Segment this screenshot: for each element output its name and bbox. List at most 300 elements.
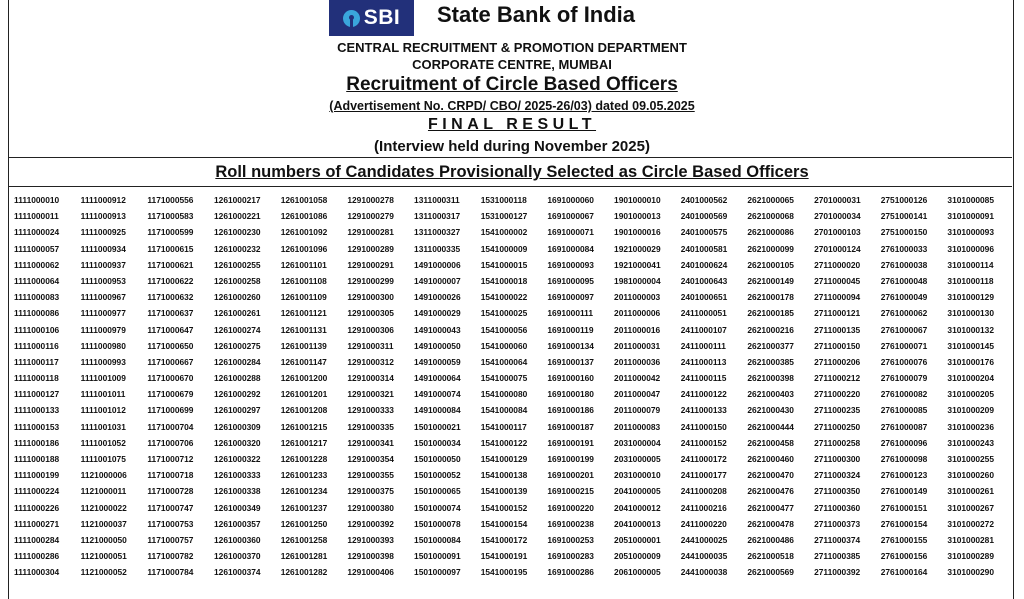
roll-number-cell: 1111000224	[14, 486, 60, 497]
roll-number-cell: 1261001092	[280, 227, 328, 238]
roll-number-cell: 1691000119	[547, 324, 594, 335]
roll-number-cell: 1261001281	[280, 551, 328, 562]
roll-number-cell: 1261000357	[214, 518, 261, 529]
roll-number-cell: 2621000099	[747, 243, 794, 254]
roll-number-cell: 2761000038	[880, 259, 928, 270]
roll-number-cell: 1291000392	[347, 518, 394, 529]
roll-number-cell: 2711000250	[814, 421, 861, 432]
roll-number-cell: 2761000149	[880, 486, 928, 497]
roll-number-cell: 1171000718	[147, 470, 194, 481]
roll-number-cell: 1291000289	[347, 243, 394, 254]
roll-number-cell: 2751000141	[880, 211, 928, 222]
roll-number-cell: 2411000111	[680, 340, 726, 351]
roll-number-cell: 1111000086	[14, 308, 60, 319]
roll-number-cell: 1981000004	[614, 275, 661, 286]
roll-number-cell: 1261000333	[214, 470, 261, 481]
roll-number-cell: 2711000220	[814, 389, 861, 400]
roll-number-cell: 1491000074	[414, 389, 461, 400]
roll-number-cell: 1171000706	[147, 437, 194, 448]
roll-number-cell: 2411000152	[680, 437, 727, 448]
roll-number-cell: 3101000176	[947, 356, 994, 367]
roll-number-cell: 2761000155	[880, 534, 928, 545]
roll-number-cell: 1531000127	[480, 211, 528, 222]
roll-number-cell: 1311000311	[414, 195, 460, 205]
roll-number-cell: 2401000569	[680, 211, 728, 222]
table-row	[14, 389, 1014, 405]
roll-number-cell: 3101000130	[947, 308, 994, 319]
roll-number-cell: 2621000478	[747, 518, 794, 529]
roll-number-cell: 1501000034	[414, 437, 461, 448]
roll-number-cell: 1261000374	[214, 567, 261, 578]
roll-number-cell: 1291000321	[347, 389, 394, 400]
roll-number-cell: 1261001201	[280, 389, 328, 400]
roll-number-cell: 1111000117	[14, 356, 59, 367]
roll-number-cell: 1111000304	[14, 567, 60, 578]
roll-number-cell: 2711000373	[814, 518, 861, 529]
roll-number-cell: 1121000006	[80, 470, 127, 481]
roll-number-cell: 2621000385	[747, 356, 794, 367]
roll-number-cell: 1111000127	[14, 389, 60, 400]
roll-number-cell: 2411000133	[680, 405, 727, 416]
roll-number-cell: 3101000204	[947, 373, 994, 384]
roll-number-cell: 1111000993	[80, 356, 126, 367]
roll-number-cell: 2621000185	[747, 308, 794, 319]
roll-number-cell: 1541000064	[480, 356, 528, 367]
roll-number-cell: 1261001208	[280, 405, 328, 416]
table-row	[14, 373, 1014, 389]
table-row	[14, 276, 1014, 292]
roll-number-cell: 1691000134	[547, 340, 594, 351]
roll-number-cell: 2761000087	[880, 421, 928, 432]
roll-number-cell: 1261001147	[280, 356, 327, 367]
roll-number-cell: 1501000091	[414, 551, 461, 562]
roll-number-cell: 2411000216	[680, 502, 727, 513]
roll-number-cell: 3101000091	[947, 211, 994, 222]
roll-number-cell: 1111000977	[80, 308, 126, 319]
roll-number-cell: 1171000757	[147, 534, 194, 545]
section-title: Roll numbers of Candidates Provisionally Selected as Circle Based Officers	[215, 163, 809, 181]
roll-number-cell: 1541000117	[480, 421, 527, 432]
table-row	[14, 357, 1014, 373]
roll-number-cell: 1261001058	[280, 195, 328, 205]
roll-number-cell: 1501000084	[414, 534, 461, 545]
roll-number-cell: 1261001233	[280, 470, 328, 481]
roll-number-cell: 2401000575	[680, 227, 728, 238]
roll-number-cell: 1291000355	[347, 470, 394, 481]
roll-number-cell: 2011000079	[614, 405, 661, 416]
roll-number-cell: 2621000216	[747, 324, 794, 335]
roll-number-cell: 2621000444	[747, 421, 794, 432]
roll-number-cell: 1111000133	[14, 405, 60, 416]
roll-number-cell: 1111000116	[14, 340, 59, 351]
roll-number-cell: 1111000937	[80, 259, 126, 270]
roll-number-cell: 1491000043	[414, 324, 461, 335]
roll-number-cell: 2621000086	[747, 227, 794, 238]
roll-number-cell: 2441000035	[680, 551, 728, 562]
roll-number-cell: 2621000403	[747, 389, 794, 400]
roll-number-cell: 2701000031	[814, 195, 861, 205]
roll-number-cell: 2031000010	[614, 470, 661, 481]
roll-number-cell: 2621000430	[747, 405, 794, 416]
roll-number-cell: 2711000235	[814, 405, 861, 416]
roll-number-cell: 1171000621	[147, 259, 194, 270]
roll-number-cell: 1261001282	[280, 567, 328, 578]
roll-number-cell: 2711000094	[814, 292, 861, 303]
roll-number-cell: 2011000003	[614, 292, 661, 303]
roll-number-cell: 2711000300	[814, 454, 861, 464]
roll-number-cell: 1691000095	[547, 275, 594, 286]
office-name: CORPORATE CENTRE, MUMBAI	[412, 57, 612, 72]
roll-number-cell: 3101000118	[947, 275, 994, 286]
roll-number-cell: 1111000967	[80, 292, 126, 303]
logo-text: SBI	[363, 6, 401, 29]
roll-number-cell: 2621000178	[747, 292, 794, 303]
roll-number-cell: 1261001258	[280, 534, 328, 545]
table-row	[14, 535, 1014, 551]
roll-number-cell: 2711000135	[814, 324, 861, 335]
roll-number-cell: 1691000160	[547, 373, 594, 384]
roll-number-cell: 2711000020	[814, 259, 861, 270]
roll-number-cell: 1691000060	[547, 195, 594, 205]
table-row	[14, 260, 1014, 276]
roll-number-cell: 2621000486	[747, 534, 794, 545]
roll-number-cell: 3101000267	[947, 502, 994, 513]
roll-number-cell: 2411000208	[680, 486, 727, 497]
roll-number-cell: 1291000393	[347, 534, 394, 545]
roll-number-cell: 1291000306	[347, 324, 394, 335]
divider-line	[8, 157, 1012, 158]
roll-number-cell: 2011000031	[614, 340, 661, 351]
roll-number-cell: 1111001075	[80, 454, 126, 464]
roll-number-cell: 2711000360	[814, 502, 861, 513]
roll-number-cell: 3101000093	[947, 227, 994, 238]
roll-number-cell: 1291000278	[347, 195, 394, 205]
roll-number-cell: 3101000096	[947, 243, 994, 254]
roll-number-cell: 1291000333	[347, 405, 394, 416]
roll-number-cell: 2711000121	[814, 308, 861, 319]
roll-number-cell: 2711000045	[814, 275, 861, 286]
roll-number-cell: 1171000650	[147, 340, 194, 351]
document-title: Recruitment of Circle Based Officers	[346, 74, 678, 95]
roll-number-cell: 1291000305	[347, 308, 394, 319]
roll-number-cell: 1111001009	[80, 373, 126, 384]
table-row	[14, 519, 1014, 535]
table-row	[14, 195, 1014, 211]
roll-number-cell: 1111000118	[14, 373, 59, 384]
roll-number-cell: 2761000098	[880, 454, 928, 464]
table-row	[14, 341, 1014, 357]
roll-number-cell: 1171000670	[147, 373, 194, 384]
roll-number-cell: 1111000057	[14, 243, 60, 254]
roll-number-cell: 1491000006	[414, 259, 461, 270]
roll-number-cell: 1691000067	[547, 211, 594, 222]
roll-number-cell: 1121000051	[80, 551, 127, 562]
roll-number-cell: 1171000556	[147, 195, 194, 205]
roll-number-cell: 1171000667	[147, 356, 194, 367]
roll-number-cell: 1491000029	[414, 308, 461, 319]
roll-number-cell: 3101000243	[947, 437, 994, 448]
roll-number-cell: 1111001052	[80, 437, 126, 448]
roll-number-cell: 1111000953	[80, 275, 126, 286]
roll-number-cell: 2011000016	[614, 324, 661, 335]
roll-number-cell: 2761000154	[880, 518, 928, 529]
roll-number-cell: 1111000062	[14, 259, 60, 270]
roll-number-cell: 1531000118	[480, 195, 527, 205]
roll-number-cell: 2411000122	[680, 389, 727, 400]
roll-number-cell: 1541000025	[480, 308, 528, 319]
roll-number-cell: 1491000007	[414, 275, 461, 286]
roll-number-cell: 1691000215	[547, 486, 594, 497]
roll-number-cell: 1171000637	[147, 308, 194, 319]
roll-number-cell: 1541000015	[480, 259, 528, 270]
roll-number-cell: 2621000398	[747, 373, 794, 384]
roll-number-cell: 1261000297	[214, 405, 261, 416]
roll-number-cell: 1541000009	[480, 243, 528, 254]
table-row	[14, 551, 1014, 567]
roll-number-cell: 2761000151	[880, 502, 928, 513]
roll-number-cell: 1261001228	[280, 454, 328, 464]
roll-number-cell: 1691000286	[547, 567, 594, 578]
roll-number-cell: 1111000286	[14, 551, 60, 562]
roll-number-cell: 1261000221	[214, 211, 261, 222]
roll-number-cell: 1111000010	[14, 195, 60, 205]
roll-number-cell: 2051000009	[614, 551, 661, 562]
roll-number-cell: 2411000107	[680, 324, 727, 335]
roll-number-cell: 2621000068	[747, 211, 794, 222]
roll-number-cell: 1501000052	[414, 470, 461, 481]
roll-number-cell: 1311000327	[414, 227, 461, 238]
roll-number-cell: 1111001031	[80, 421, 126, 432]
roll-number-cell: 1291000380	[347, 502, 394, 513]
roll-number-cell: 1291000281	[347, 227, 394, 238]
table-row	[14, 308, 1014, 324]
roll-number-cell: 1501000078	[414, 518, 461, 529]
roll-number-cell: 1261000260	[214, 292, 261, 303]
roll-number-cell: 1291000312	[347, 356, 394, 367]
table-row	[14, 470, 1014, 486]
roll-number-cell: 1541000122	[480, 437, 528, 448]
roll-number-cell: 1261001109	[280, 292, 327, 303]
table-row	[14, 422, 1014, 438]
roll-number-cell: 1121000022	[80, 502, 127, 513]
roll-number-cell: 1261000258	[214, 275, 261, 286]
roll-number-cell: 1291000341	[347, 437, 394, 448]
roll-number-cell: 1501000074	[414, 502, 461, 513]
roll-number-cell: 3101000281	[947, 534, 994, 545]
roll-number-cell: 1111000912	[80, 195, 126, 205]
roll-number-cell: 2751000126	[880, 195, 928, 205]
roll-number-cell: 2761000156	[880, 551, 928, 562]
roll-number-cell: 2761000082	[880, 389, 928, 400]
roll-number-cell: 2401000651	[680, 292, 728, 303]
roll-number-cell: 2761000062	[880, 308, 928, 319]
roll-number-cell: 2711000392	[814, 567, 861, 578]
roll-number-cell: 1691000111	[547, 308, 594, 319]
roll-number-cell: 1691000071	[547, 227, 594, 238]
table-row	[14, 227, 1014, 243]
roll-number-cell: 1261000255	[214, 259, 261, 270]
roll-number-cell: 1171000747	[147, 502, 194, 513]
roll-number-cell: 2401000643	[680, 275, 728, 286]
roll-number-cell: 1111000979	[80, 324, 126, 335]
roll-number-cell: 1111000083	[14, 292, 60, 303]
roll-number-cell: 1541000138	[480, 470, 528, 481]
roll-number-cell: 1691000191	[547, 437, 594, 448]
roll-number-cell: 1111000934	[80, 243, 126, 254]
advertisement-number: (Advertisement No. CRPD/ CBO/ 2025-26/03) dated 09.05.2025	[329, 99, 695, 113]
roll-number-cell: 2621000476	[747, 486, 794, 497]
roll-number-cell: 2041000005	[614, 486, 661, 497]
roll-number-cell: 2761000071	[880, 340, 928, 351]
roll-number-cell: 1541000154	[480, 518, 528, 529]
roll-number-cell: 1541000075	[480, 373, 528, 384]
roll-number-cell: 1261001217	[280, 437, 328, 448]
roll-number-cell: 2621000518	[747, 551, 794, 562]
roll-number-cell: 1261001131	[280, 324, 327, 335]
table-row	[14, 292, 1014, 308]
roll-number-cell: 2621000470	[747, 470, 794, 481]
roll-number-cell: 1901000016	[614, 227, 661, 238]
roll-number-cell: 1311000335	[414, 243, 461, 254]
roll-number-cell: 1171000712	[147, 454, 194, 464]
roll-number-cell: 1111000925	[80, 227, 126, 238]
roll-number-cell: 1541000191	[480, 551, 528, 562]
roll-number-cell: 1111000271	[14, 518, 60, 529]
roll-number-cell: 2411000220	[680, 518, 727, 529]
roll-number-cell: 1491000050	[414, 340, 461, 351]
roll-number-cell: 1261001101	[280, 259, 327, 270]
roll-number-cell: 1691000253	[547, 534, 594, 545]
roll-number-cell: 1291000314	[347, 373, 394, 384]
roll-number-cell: 1261001215	[280, 421, 328, 432]
roll-number-cell: 2761000079	[880, 373, 928, 384]
roll-number-cell: 1291000311	[347, 340, 394, 351]
roll-number-cell: 1261000288	[214, 373, 261, 384]
roll-number-cell: 1541000139	[480, 486, 528, 497]
roll-number-cell: 1261000217	[214, 195, 261, 205]
table-row	[14, 244, 1014, 260]
roll-number-cell: 1901000013	[614, 211, 661, 222]
roll-number-cell: 1171000622	[147, 275, 194, 286]
roll-number-cell: 1491000026	[414, 292, 461, 303]
roll-number-cell: 3101000261	[947, 486, 994, 497]
roll-number-cell: 2041000012	[614, 502, 661, 513]
roll-number-cell: 1121000052	[80, 567, 127, 578]
roll-number-cell: 2761000049	[880, 292, 928, 303]
roll-number-cell: 1691000137	[547, 356, 594, 367]
result-heading: FINAL RESULT	[427, 116, 597, 133]
roll-number-cell: 1541000152	[480, 502, 528, 513]
roll-number-cell: 1121000011	[80, 486, 127, 497]
roll-number-cell: 1501000097	[414, 567, 461, 578]
roll-number-cell: 1171000583	[147, 211, 194, 222]
roll-number-cell: 2011000006	[614, 308, 661, 319]
roll-number-cell: 2621000569	[747, 567, 794, 578]
roll-number-cell: 2411000177	[680, 470, 727, 481]
roll-number-cell: 2701000103	[814, 227, 861, 238]
roll-number-cell: 1111000106	[14, 324, 60, 335]
roll-number-cell: 1171000699	[147, 405, 194, 416]
roll-number-cell: 2041000013	[614, 518, 661, 529]
roll-number-cell: 2701000034	[814, 211, 861, 222]
roll-number-cell: 2761000164	[880, 567, 928, 578]
roll-number-cell: 1541000172	[480, 534, 528, 545]
roll-number-cell: 1541000018	[480, 275, 528, 286]
roll-number-cell: 1171000615	[147, 243, 194, 254]
roll-number-cell: 1121000037	[80, 518, 127, 529]
roll-number-cell: 1691000084	[547, 243, 594, 254]
roll-number-cell: 2401000624	[680, 259, 728, 270]
roll-number-cell: 1921000041	[614, 259, 661, 270]
roll-number-cell: 3101000114	[947, 259, 994, 270]
roll-number-cell: 1311000317	[414, 211, 461, 222]
roll-number-cell: 1261001121	[280, 308, 327, 319]
roll-number-cell: 1691000201	[547, 470, 594, 481]
document-header	[0, 0, 1024, 160]
roll-number-cell: 2711000206	[814, 356, 861, 367]
roll-number-cell: 1261000275	[214, 340, 261, 351]
roll-number-cell: 1261000284	[214, 356, 261, 367]
roll-number-cell: 1691000199	[547, 454, 594, 464]
roll-number-cell: 2411000172	[680, 454, 727, 464]
roll-number-cell: 1111000064	[14, 275, 60, 286]
roll-number-cell: 1261001237	[280, 502, 328, 513]
roll-number-cell: 1111000226	[14, 502, 60, 513]
roll-number-cell: 1111001011	[80, 389, 126, 400]
roll-number-cell: 3101000255	[947, 454, 994, 464]
table-row	[14, 486, 1014, 502]
roll-number-cell: 1541000060	[480, 340, 528, 351]
roll-number-cell: 2711000350	[814, 486, 861, 497]
table-row	[14, 503, 1014, 519]
interview-period: (Interview held during November 2025)	[374, 138, 650, 155]
table-row	[14, 211, 1014, 227]
roll-number-cell: 2761000033	[880, 243, 928, 254]
sbi-keyhole-icon	[343, 10, 360, 27]
roll-number-cell: 1261000292	[214, 389, 261, 400]
roll-number-cell: 2011000083	[614, 421, 661, 432]
roll-number-cell: 1291000299	[347, 275, 394, 286]
table-row	[14, 405, 1014, 421]
roll-number-cell: 2711000212	[814, 373, 861, 384]
roll-number-cell: 1291000335	[347, 421, 394, 432]
roll-number-cell: 1691000180	[547, 389, 594, 400]
roll-number-cell: 1171000728	[147, 486, 194, 497]
roll-number-cell: 1261000274	[214, 324, 261, 335]
roll-number-cell: 2401000581	[680, 243, 728, 254]
roll-number-cell: 2621000149	[747, 275, 794, 286]
roll-number-cell: 1541000195	[480, 567, 528, 578]
roll-number-cell: 1261001234	[280, 486, 328, 497]
roll-number-cell: 2711000374	[814, 534, 861, 545]
roll-number-cell: 2711000385	[814, 551, 861, 562]
roll-number-cell: 1261000370	[214, 551, 261, 562]
roll-number-cell: 1261000320	[214, 437, 261, 448]
roll-number-cell: 2711000150	[814, 340, 861, 351]
roll-number-cell: 1541000056	[480, 324, 528, 335]
roll-number-cell: 1121000050	[80, 534, 127, 545]
roll-number-cell: 2701000124	[814, 243, 861, 254]
roll-number-cell: 3101000209	[947, 405, 994, 416]
roll-number-cell: 1111000980	[80, 340, 126, 351]
roll-number-cell: 2411000051	[680, 308, 727, 319]
roll-number-cell: 1171000704	[147, 421, 194, 432]
roll-number-cell: 1261000349	[214, 502, 261, 513]
roll-number-cell: 2761000076	[880, 356, 928, 367]
roll-number-cell: 1501000050	[414, 454, 461, 464]
roll-number-cell: 1691000283	[547, 551, 594, 562]
roll-number-cell: 2621000065	[747, 195, 794, 205]
